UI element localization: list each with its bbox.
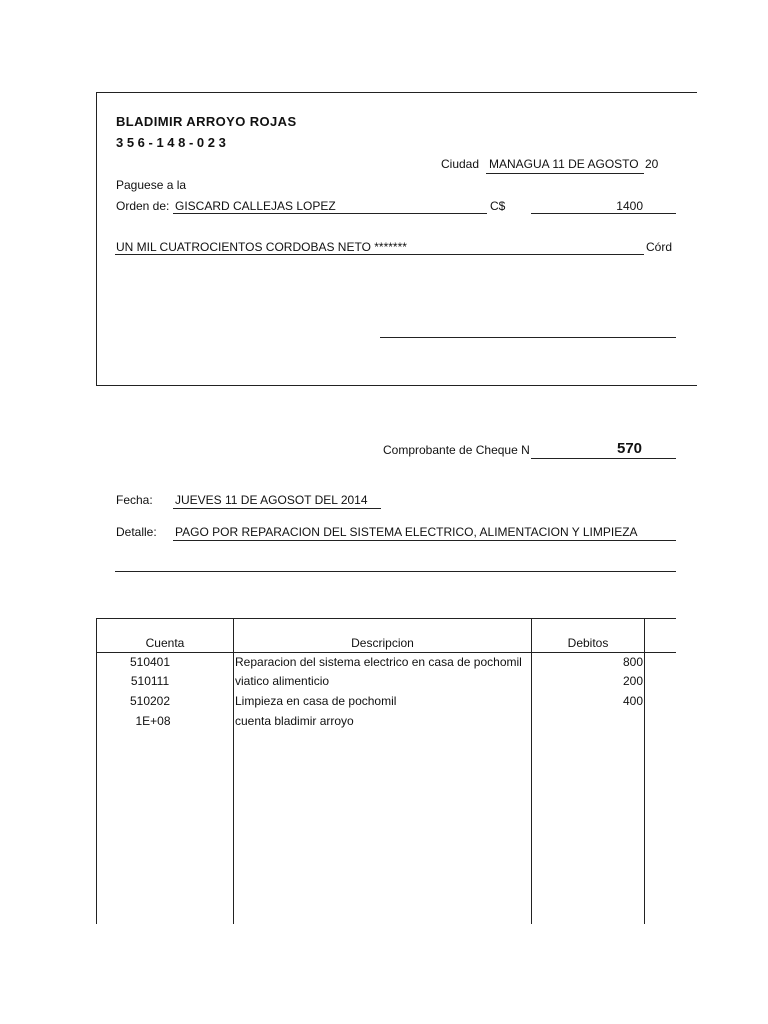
header-descripcion: Descripcion xyxy=(351,636,414,650)
voucher-label: Comprobante de Cheque N xyxy=(383,443,530,457)
city-label: Ciudad xyxy=(441,157,480,171)
amount-in-words: UN MIL CUATROCIENTOS CORDOBAS NETO ******* xyxy=(116,240,407,254)
row-debitos: 800 xyxy=(622,655,643,669)
row-cuenta: 510202 xyxy=(129,694,171,708)
row-descripcion: cuenta bladimir arroyo xyxy=(235,714,354,728)
cordobas-label: Córd xyxy=(646,240,673,254)
voucher-number: 570 xyxy=(617,440,643,457)
date-value: JUEVES 11 DE AGOSOT DEL 2014 xyxy=(175,493,368,507)
city-value: MANAGUA 11 DE AGOSTO xyxy=(489,157,639,171)
date-label: Fecha: xyxy=(116,493,153,507)
signature-line xyxy=(380,337,676,338)
city-underline xyxy=(486,173,644,174)
row-debitos: 400 xyxy=(622,694,643,708)
row-cuenta: 1E+08 xyxy=(135,714,171,728)
detail-underline xyxy=(173,540,676,541)
owner-name: BLADIMIR ARROYO ROJAS xyxy=(116,114,297,129)
payee-underline xyxy=(173,213,487,214)
header-cuenta: Cuenta xyxy=(145,636,185,650)
payee-label-1: Paguese a la xyxy=(116,178,187,192)
detail-label: Detalle: xyxy=(116,525,157,539)
row-descripcion: Reparacion del sistema electrico en casa de pochomil xyxy=(235,655,522,669)
header-debitos: Debitos xyxy=(567,636,609,650)
currency-label: C$ xyxy=(490,199,506,213)
amount-words-underline xyxy=(115,254,644,255)
row-cuenta: 510111 xyxy=(130,674,170,688)
table-divider-debitos xyxy=(644,618,645,924)
table-top-border xyxy=(96,618,676,619)
row-descripcion: viatico alimenticio xyxy=(235,674,330,688)
table-header-border xyxy=(96,652,676,653)
amount-underline xyxy=(531,213,676,214)
detail-value: PAGO POR REPARACION DEL SISTEMA ELECTRICO, ALIMENTACION Y LIMPIEZA xyxy=(175,525,638,539)
voucher-number-underline xyxy=(531,458,676,459)
row-descripcion: Limpieza en casa de pochomil xyxy=(235,694,397,708)
date-underline xyxy=(173,508,381,509)
row-cuenta: 510401 xyxy=(129,655,171,669)
table-divider-cuenta xyxy=(233,618,234,924)
detail-second-line xyxy=(115,571,676,572)
payee-name: GISCARD CALLEJAS LOPEZ xyxy=(175,199,336,213)
account-number: 3 5 6 - 1 4 8 - 0 2 3 xyxy=(116,135,226,150)
amount-value: 1400 xyxy=(616,199,643,213)
payee-label-2: Orden de: xyxy=(116,199,170,213)
row-debitos: 200 xyxy=(622,674,643,688)
year-prefix: 20 xyxy=(645,157,659,171)
